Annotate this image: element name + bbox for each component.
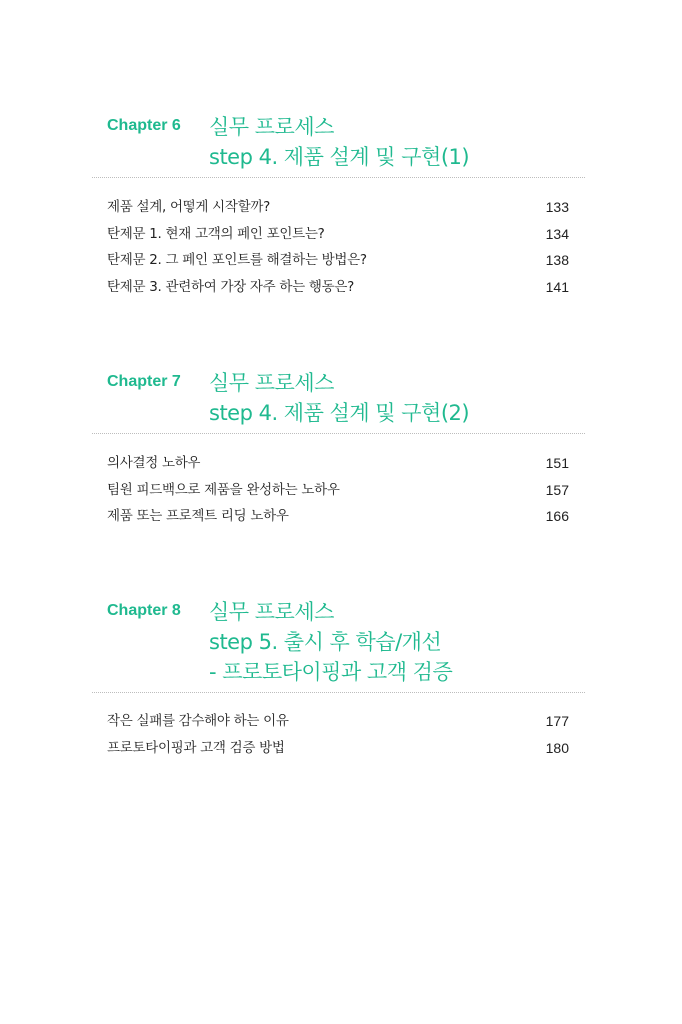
toc-entry-title: 제품 또는 프로젝트 리딩 노하우: [107, 508, 289, 524]
toc-entries: [107, 197, 569, 303]
section-divider: [92, 433, 585, 434]
toc-entries: [107, 453, 569, 533]
toc-entry[interactable]: [107, 738, 569, 765]
toc-entry-title: 탄제문 1. 현재 고객의 페인 포인트는?: [107, 225, 325, 242]
toc-entry-title: 탄제문 2. 그 페인 포인트를 해결하는 방법은?: [107, 252, 367, 268]
toc-entries: [107, 711, 569, 764]
toc-entry-page: 141: [545, 278, 569, 295]
chapter-8-section: [0, 600, 682, 756]
toc-entry-page: 177: [545, 713, 569, 729]
toc-entry[interactable]: [107, 480, 569, 507]
toc-entry-page: 180: [545, 739, 569, 756]
chapter-heading: [0, 116, 682, 176]
chapter-title-line: step 4. 제품 설계 및 구현(1): [209, 145, 470, 169]
toc-entry-title: 작은 실패를 감수해야 하는 이유: [107, 713, 289, 729]
toc-entry-page: 133: [545, 199, 569, 215]
toc-entry[interactable]: [107, 197, 569, 224]
chapter-title-line: step 4. 제품 설계 및 구현(2): [209, 401, 470, 425]
chapter-heading: [0, 601, 682, 691]
chapter-title-line: 실무 프로세스: [209, 371, 334, 395]
toc-entry-page: 151: [545, 455, 569, 471]
toc-entry[interactable]: [107, 453, 569, 480]
chapter-title-line: 실무 프로세스: [209, 115, 334, 139]
chapter-label: Chapter 7: [107, 373, 181, 390]
chapter-7-section: [0, 371, 682, 524]
toc-entry-title: 의사결정 노하우: [107, 455, 201, 471]
toc-entry-title: 탄제문 3. 관련하여 가장 자주 하는 행동은?: [107, 278, 354, 295]
toc-entry[interactable]: [107, 711, 569, 738]
chapter-label: Chapter 8: [107, 602, 181, 619]
chapter-title: [209, 368, 469, 428]
toc-entry[interactable]: [107, 506, 569, 533]
toc-entry-title: 제품 설계, 어떻게 시작할까?: [107, 199, 270, 215]
toc-entry-title: 프로토타이핑과 고객 검증 방법: [107, 739, 285, 756]
chapter-title: [209, 597, 452, 687]
chapter-title: [209, 112, 469, 172]
chapter-label: Chapter 6: [107, 117, 181, 134]
chapter-title-line: 실무 프로세스: [209, 600, 334, 624]
section-divider: [92, 177, 585, 178]
toc-entry-page: 166: [545, 508, 569, 524]
chapter-title-line: - 프로토타이핑과 고객 검증: [209, 660, 453, 684]
toc-entry-page: 157: [545, 481, 569, 498]
toc-entry[interactable]: [107, 224, 569, 251]
chapter-6-section: [0, 115, 682, 295]
chapter-title-line: step 5. 출시 후 학습/개선: [209, 630, 442, 654]
toc-entry[interactable]: [107, 250, 569, 277]
toc-entry-page: 138: [545, 252, 569, 268]
section-divider: [92, 692, 585, 693]
toc-entry[interactable]: [107, 277, 569, 304]
chapter-heading: [0, 372, 682, 432]
toc-entry-title: 팀원 피드백으로 제품을 완성하는 노하우: [107, 481, 340, 498]
toc-entry-page: 134: [545, 225, 569, 242]
